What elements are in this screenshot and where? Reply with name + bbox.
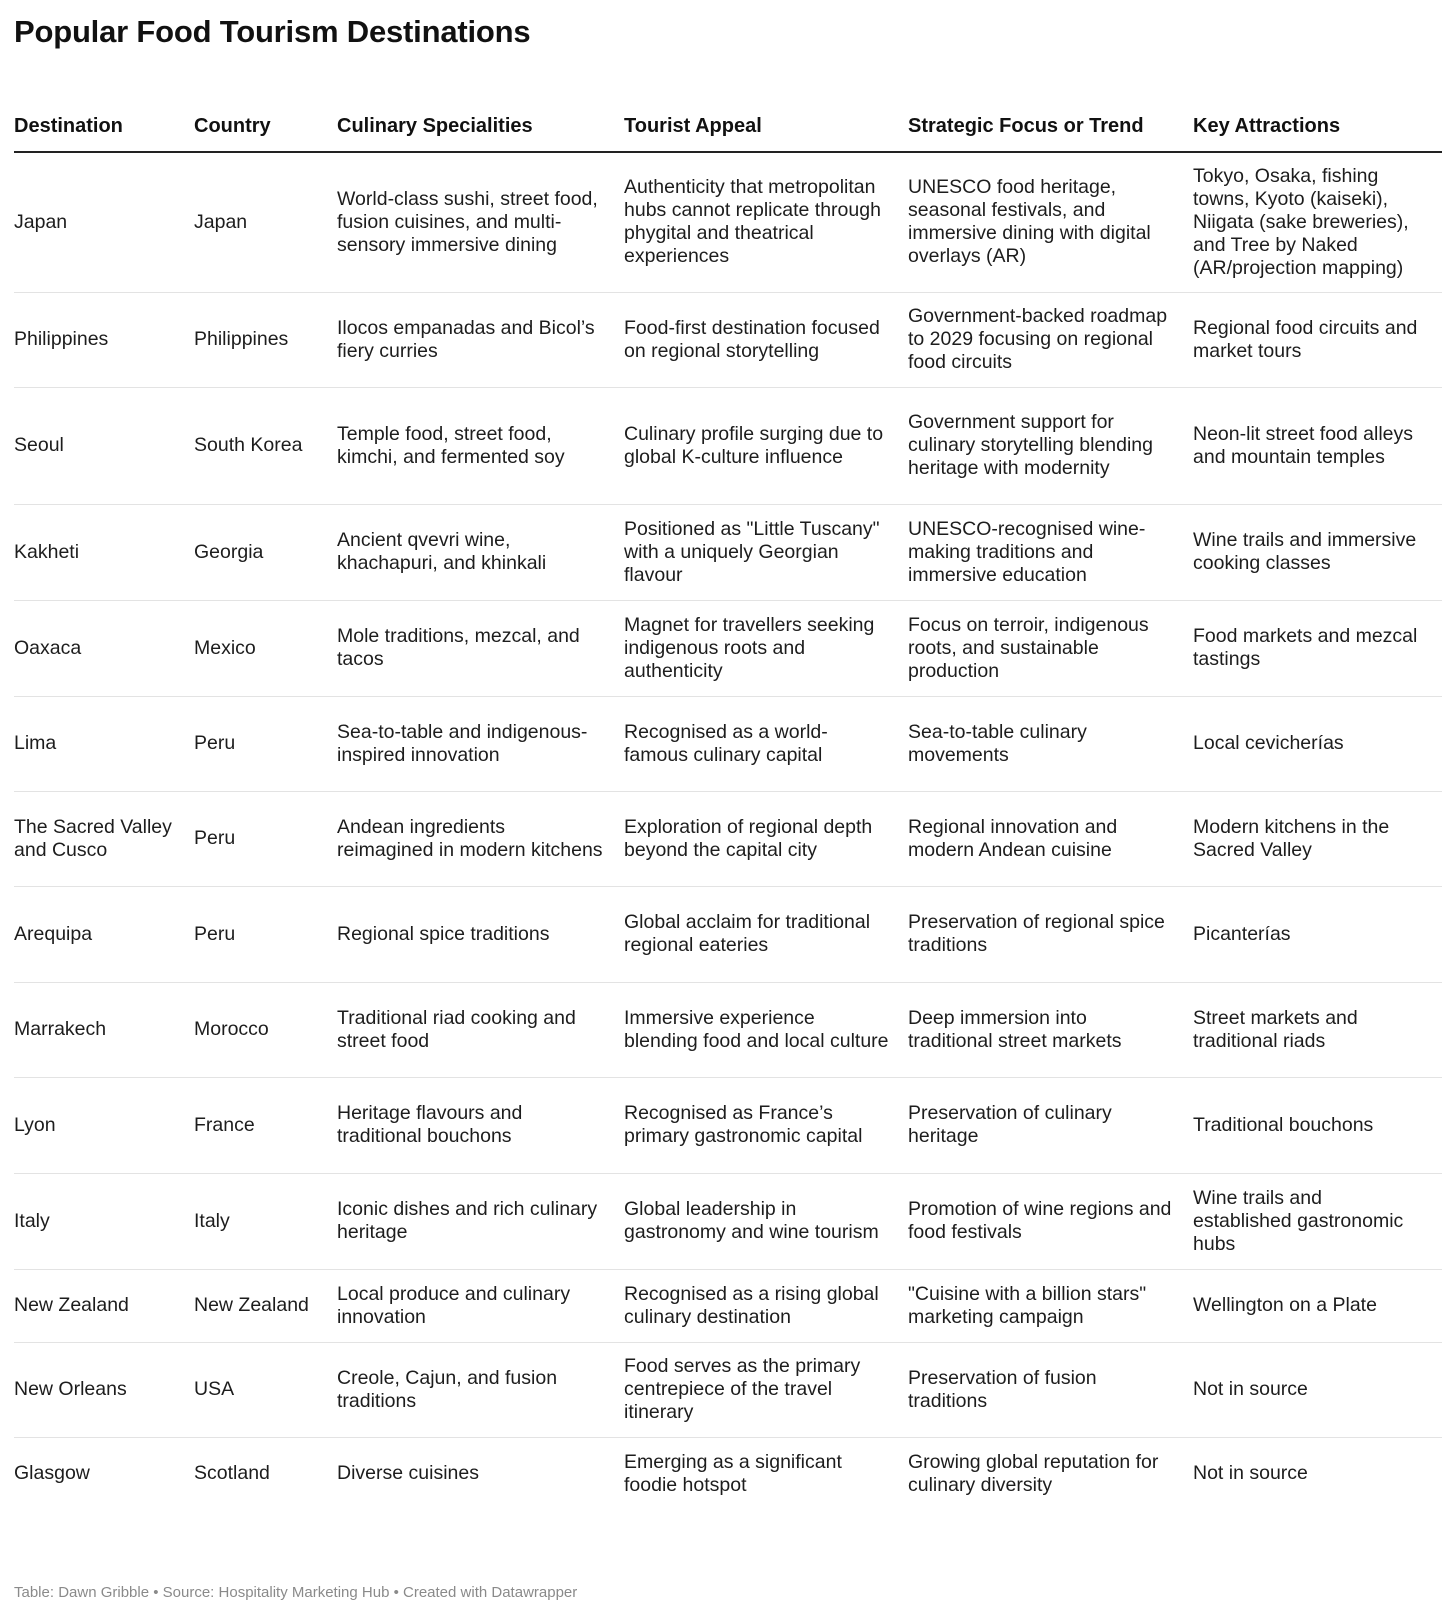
cell-tourist-appeal: Positioned as "Little Tuscany" with a uniquely Georgian flavour [624,504,908,600]
cell-destination: Arequipa [14,886,194,982]
cell-destination: The Sacred Valley and Cusco [14,791,194,886]
cell-destination: Marrakech [14,982,194,1077]
cell-strategic-focus: Government-backed roadmap to 2029 focusing on regional food circuits [908,292,1193,387]
cell-country: Philippines [194,292,337,387]
cell-destination: Oaxaca [14,600,194,696]
cell-strategic-focus: Promotion of wine regions and food festivals [908,1173,1193,1269]
cell-destination: Italy [14,1173,194,1269]
cell-tourist-appeal: Food serves as the primary centrepiece of the travel itinerary [624,1342,908,1437]
table-row [14,696,1442,791]
table-row [14,1269,1442,1342]
cell-strategic-focus: Preservation of culinary heritage [908,1077,1193,1173]
table-row [14,152,1442,292]
cell-strategic-focus: Deep immersion into traditional street markets [908,982,1193,1077]
cell-strategic-focus: Government support for culinary storytelling blending heritage with modernity [908,387,1193,504]
cell-destination: Japan [14,152,194,292]
cell-tourist-appeal: Culinary profile surging due to global K-culture influence [624,387,908,504]
cell-strategic-focus: UNESCO food heritage, seasonal festivals, and immersive dining with digital overlays (AR) [908,152,1193,292]
table-row [14,886,1442,982]
cell-tourist-appeal: Recognised as a world-famous culinary capital [624,696,908,791]
table-row [14,1077,1442,1173]
cell-key-attractions: Not in source [1193,1342,1442,1437]
cell-strategic-focus: UNESCO-recognised wine-making traditions and immersive education [908,504,1193,600]
table-row [14,504,1442,600]
cell-culinary-specialities: Heritage flavours and traditional bouchons [337,1077,624,1173]
cell-key-attractions: Local cevicherías [1193,696,1442,791]
column-header-country: Country [194,83,337,152]
cell-key-attractions: Food markets and mezcal tastings [1193,600,1442,696]
cell-country: France [194,1077,337,1173]
cell-tourist-appeal: Immersive experience blending food and local culture [624,982,908,1077]
cell-key-attractions: Traditional bouchons [1193,1077,1442,1173]
cell-strategic-focus: "Cuisine with a billion stars" marketing campaign [908,1269,1193,1342]
cell-key-attractions: Not in source [1193,1462,1308,1485]
cell-culinary-specialities: Mole traditions, mezcal, and tacos [337,600,624,696]
cell-key-attractions: Wellington on a Plate [1193,1269,1442,1342]
column-header-strategic-focus: Strategic Focus or Trend [908,83,1193,152]
cell-strategic-focus: Growing global reputation for culinary diversity [908,1450,1159,1496]
cell-culinary-specialities: Diverse cuisines [337,1462,479,1485]
destinations-table [14,83,1442,1510]
table-row [14,1173,1442,1269]
table-footer: Table: Dawn Gribble • Source: Hospitality Marketing Hub • Created with Datawrapper [14,1584,578,1601]
cell-culinary-specialities: Temple food, street food, kimchi, and fermented soy [337,387,624,504]
cell-destination: Seoul [14,387,194,504]
cell-culinary-specialities: Andean ingredients reimagined in modern kitchens [337,791,624,886]
table-row [14,791,1442,886]
column-header-key-attractions: Key Attractions [1193,83,1442,152]
cell-destination: New Orleans [14,1342,194,1437]
cell-destination: Philippines [14,292,194,387]
cell-country: Peru [194,886,337,982]
cell-culinary-specialities: Ilocos empanadas and Bicol’s fiery curries [337,292,624,387]
table-row [14,387,1442,504]
cell-culinary-specialities: Traditional riad cooking and street food [337,982,624,1077]
table-body [14,152,1442,1510]
cell-country: Georgia [194,504,337,600]
cell-tourist-appeal: Exploration of regional depth beyond the capital city [624,791,908,886]
cell-strategic-focus: Sea-to-table culinary movements [908,696,1193,791]
cell-tourist-appeal: Recognised as a rising global culinary destination [624,1269,908,1342]
page-title: Popular Food Tourism Destinations [14,14,531,49]
cell-key-attractions: Picanterías [1193,886,1442,982]
table-row [14,982,1442,1077]
table-row [14,1437,1442,1510]
cell-country: Japan [194,152,337,292]
table-header-row [14,83,1442,152]
column-header-destination: Destination [14,83,194,152]
cell-culinary-specialities: Iconic dishes and rich culinary heritage [337,1173,624,1269]
cell-country: Mexico [194,600,337,696]
cell-strategic-focus: Preservation of fusion traditions [908,1342,1193,1437]
cell-key-attractions: Tokyo, Osaka, fishing towns, Kyoto (kaiseki), Niigata (sake breweries), and Tree by Naked (AR/projection mapping) [1193,152,1442,292]
cell-tourist-appeal: Global acclaim for traditional regional eateries [624,886,908,982]
cell-strategic-focus: Regional innovation and modern Andean cuisine [908,791,1193,886]
column-header-tourist-appeal: Tourist Appeal [624,83,908,152]
cell-culinary-specialities: Local produce and culinary innovation [337,1269,624,1342]
table-row [14,1342,1442,1437]
cell-strategic-focus: Preservation of regional spice traditions [908,886,1193,982]
cell-culinary-specialities: Sea-to-table and indigenous-inspired innovation [337,696,624,791]
cell-strategic-focus: Focus on terroir, indigenous roots, and sustainable production [908,600,1193,696]
cell-country: Scotland [194,1462,270,1485]
cell-country: South Korea [194,387,337,504]
cell-culinary-specialities: Creole, Cajun, and fusion traditions [337,1342,624,1437]
cell-tourist-appeal: Food-first destination focused on regional storytelling [624,292,908,387]
cell-culinary-specialities: Ancient qvevri wine, khachapuri, and khinkali [337,504,624,600]
cell-country: USA [194,1342,337,1437]
cell-key-attractions: Neon-lit street food alleys and mountain temples [1193,387,1442,504]
cell-culinary-specialities: Regional spice traditions [337,886,624,982]
cell-country: Peru [194,696,337,791]
cell-culinary-specialities: World-class sushi, street food, fusion cuisines, and multi-sensory immersive dining [337,152,624,292]
cell-key-attractions: Regional food circuits and market tours [1193,292,1442,387]
cell-country: New Zealand [194,1269,337,1342]
cell-country: Morocco [194,982,337,1077]
cell-tourist-appeal: Recognised as France’s primary gastronomic capital [624,1077,908,1173]
cell-destination: Lima [14,696,194,791]
cell-key-attractions: Wine trails and established gastronomic hubs [1193,1173,1442,1269]
cell-key-attractions: Modern kitchens in the Sacred Valley [1193,791,1442,886]
table-row [14,600,1442,696]
cell-tourist-appeal: Authenticity that metropolitan hubs cannot replicate through phygital and theatrical experiences [624,152,908,292]
cell-destination: Kakheti [14,504,194,600]
cell-tourist-appeal: Magnet for travellers seeking indigenous roots and authenticity [624,600,908,696]
cell-country: Peru [194,791,337,886]
cell-destination: New Zealand [14,1269,194,1342]
cell-key-attractions: Wine trails and immersive cooking classes [1193,504,1442,600]
cell-tourist-appeal: Emerging as a significant foodie hotspot [624,1450,842,1496]
cell-tourist-appeal: Global leadership in gastronomy and wine tourism [624,1173,908,1269]
column-header-culinary-specialities: Culinary Specialities [337,83,624,152]
cell-country: Italy [194,1173,337,1269]
cell-destination: Lyon [14,1077,194,1173]
cell-key-attractions: Street markets and traditional riads [1193,982,1442,1077]
cell-destination: Glasgow [14,1462,90,1485]
table-row [14,292,1442,387]
